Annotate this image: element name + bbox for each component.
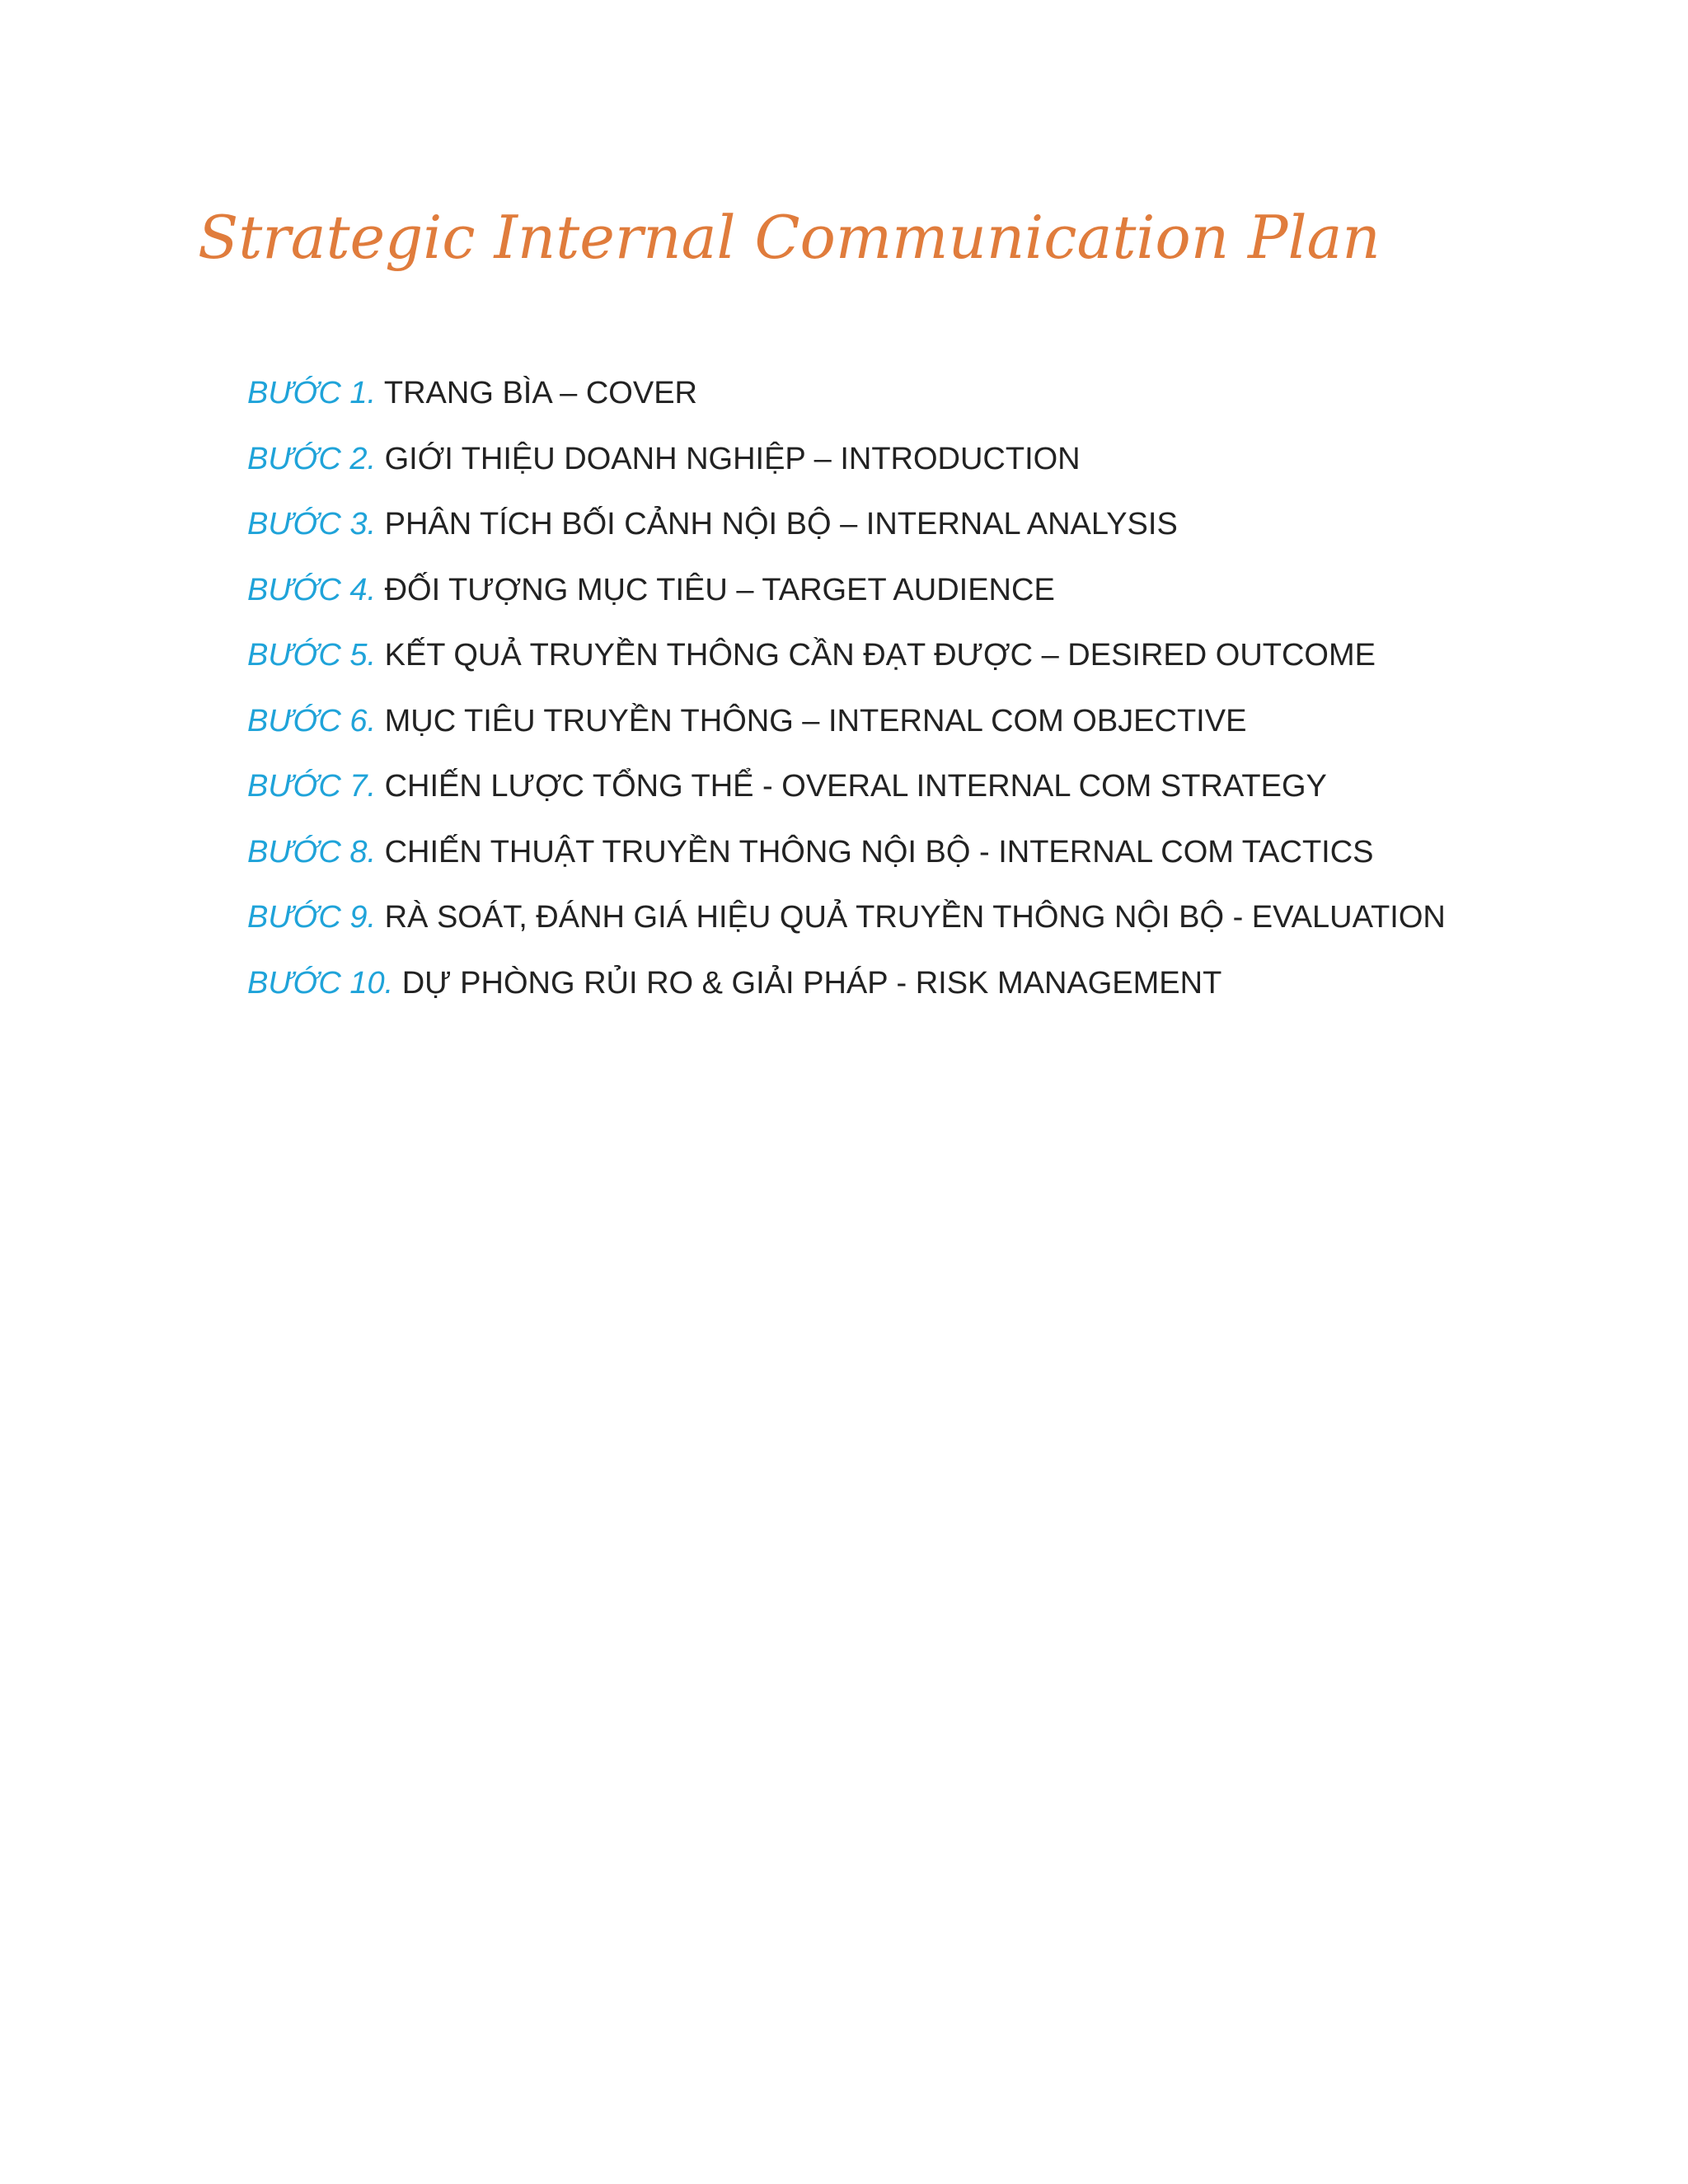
step-text: TRANG BÌA – COVER xyxy=(383,376,697,410)
step-list xyxy=(247,368,1446,1023)
step-text: PHÂN TÍCH BỐI CẢNH NỘI BỘ – INTERNAL ANALYSIS xyxy=(384,507,1178,541)
step-text: MỤC TIÊU TRUYỀN THÔNG – INTERNAL COM OBJECTIVE xyxy=(384,703,1247,738)
step-text: CHIẾN THUẬT TRUYỀN THÔNG NỘI BỘ - INTERNAL COM TACTICS xyxy=(384,834,1374,869)
step-label: BƯỚC 3. xyxy=(247,507,377,541)
document-title: Strategic Internal Communication Plan xyxy=(198,203,1381,272)
step-label: BƯỚC 6. xyxy=(247,703,377,738)
step-label: BƯỚC 1. xyxy=(247,376,377,410)
step-item-10 xyxy=(247,958,1446,1024)
step-label: BƯỚC 4. xyxy=(247,572,377,607)
step-item-5 xyxy=(247,630,1446,696)
step-text: KẾT QUẢ TRUYỀN THÔNG CẦN ĐẠT ĐƯỢC – DESIRED OUTCOME xyxy=(384,638,1376,673)
step-item-9 xyxy=(247,892,1446,958)
step-item-3 xyxy=(247,499,1446,565)
step-item-8 xyxy=(247,827,1446,893)
step-label: BƯỚC 10. xyxy=(247,965,394,1001)
step-label: BƯỚC 2. xyxy=(247,441,377,476)
step-label: BƯỚC 8. xyxy=(247,834,377,869)
step-label: BƯỚC 7. xyxy=(247,769,377,804)
step-text: ĐỐI TƯỢNG MỤC TIÊU – TARGET AUDIENCE xyxy=(384,572,1055,607)
step-text: CHIẾN LƯỢC TỔNG THỂ - OVERAL INTERNAL COM STRATEGY xyxy=(384,769,1327,804)
step-text: GIỚI THIỆU DOANH NGHIỆP – INTRODUCTION xyxy=(384,441,1081,476)
step-text: RÀ SOÁT, ĐÁNH GIÁ HIỆU QUẢ TRUYỀN THÔNG NỘI BỘ - EVALUATION xyxy=(384,900,1446,935)
step-label: BƯỚC 9. xyxy=(247,900,377,935)
step-item-1 xyxy=(247,368,1446,434)
step-label: BƯỚC 5. xyxy=(247,638,377,673)
step-item-4 xyxy=(247,565,1446,630)
step-item-6 xyxy=(247,696,1446,762)
step-text: DỰ PHÒNG RỦI RO & GIẢI PHÁP - RISK MANAGEMENT xyxy=(401,965,1222,1001)
step-item-7 xyxy=(247,761,1446,827)
step-item-2 xyxy=(247,434,1446,499)
